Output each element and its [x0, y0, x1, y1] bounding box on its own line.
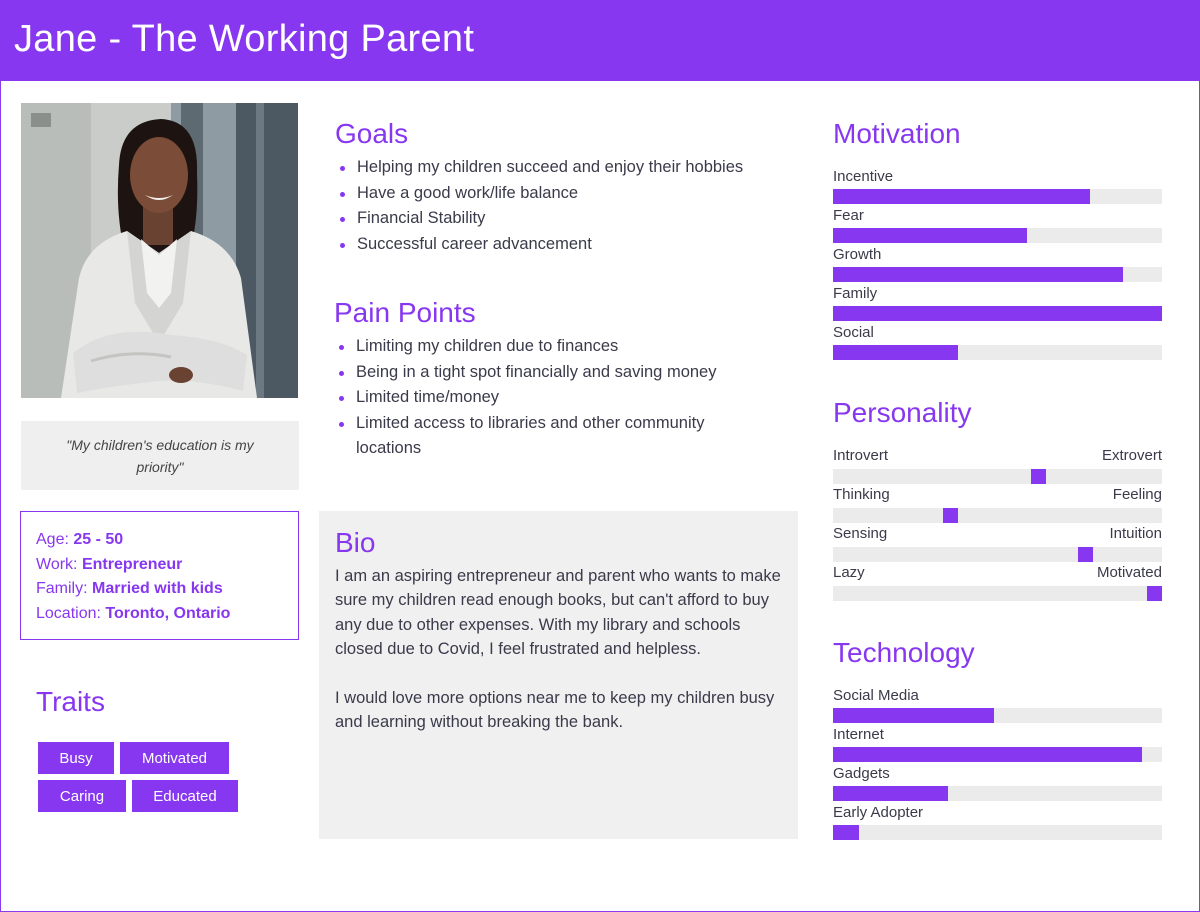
header-bar: [0, 0, 1200, 81]
personality-scale: [833, 547, 1162, 562]
technology-bar: [833, 825, 1162, 840]
list-item: Limited time/money: [335, 385, 755, 411]
family-label: Family:: [36, 580, 88, 597]
technology-bar-fill: [833, 708, 994, 723]
pain-points-list: [335, 334, 755, 462]
list-item: Helping my children succeed and enjoy their hobbies: [336, 155, 796, 181]
motivation-label: Family: [833, 285, 878, 302]
personality-right-label: Feeling: [1112, 486, 1162, 503]
technology-bar: [833, 786, 1162, 801]
personality-marker: [1078, 547, 1093, 562]
trait-tag: Motivated: [120, 742, 229, 774]
motivation-heading: Motivation: [833, 118, 961, 149]
goals-list: [336, 155, 796, 257]
personality-left-label: Sensing: [833, 525, 888, 542]
age-row: [36, 528, 283, 553]
trait-tag: Busy: [38, 742, 114, 774]
motivation-bar-fill: [833, 267, 1123, 282]
motivation-label: Social: [833, 324, 874, 341]
motivation-bar: [833, 189, 1162, 204]
technology-label: Gadgets: [833, 765, 890, 782]
persona-photo: [21, 103, 298, 398]
work-value: Entrepreneur: [81, 555, 183, 573]
family-row: [36, 577, 283, 602]
motivation-bar-fill: [833, 345, 958, 360]
list-item: Limiting my children due to finances: [335, 334, 755, 360]
technology-bar: [833, 747, 1162, 762]
technology-label: Social Media: [833, 687, 919, 704]
personality-scale: [833, 469, 1162, 484]
technology-bar-fill: [833, 825, 859, 840]
motivation-bar-fill: [833, 306, 1162, 321]
motivation-label: Fear: [833, 207, 864, 224]
technology-label: Early Adopter: [833, 804, 924, 821]
motivation-label: Growth: [833, 246, 882, 263]
page-title: Jane - The Working Parent: [14, 18, 475, 60]
persona-quote: "My children's education is my priority": [21, 421, 299, 490]
motivation-bar: [833, 228, 1162, 243]
motivation-label: Incentive: [833, 168, 894, 185]
age-value: 25 - 50: [73, 531, 124, 548]
personality-marker: [943, 508, 958, 523]
pain-points-heading: Pain Points: [334, 297, 476, 328]
bio-paragraph: I am an aspiring entrepreneur and parent who wants to make sure my children read enough books, but can't afford to buy any due to other expenses. With my library and schools closed due to Covid, I feel frustrated and helpless.: [335, 567, 781, 659]
personality-left-label: Lazy: [833, 564, 865, 581]
bio-text: [335, 564, 785, 735]
personality-left-label: Thinking: [833, 486, 890, 503]
personality-marker: [1031, 469, 1046, 484]
location-label: Location:: [36, 604, 101, 622]
bio-heading: Bio: [335, 527, 376, 558]
motivation-bar: [833, 267, 1162, 282]
work-row: [36, 553, 283, 578]
work-label: Work:: [36, 555, 78, 573]
motivation-bar-fill: [833, 189, 1090, 204]
motivation-bar: [833, 345, 1162, 360]
list-item: Being in a tight spot financially and saving money: [335, 360, 755, 386]
motivation-bar: [833, 306, 1162, 321]
list-item: Successful career advancement: [336, 232, 796, 258]
list-item: Financial Stability: [336, 206, 796, 232]
personality-right-label: Motivated: [1096, 564, 1162, 581]
technology-label: Internet: [833, 726, 884, 743]
personality-heading: Personality: [833, 397, 972, 428]
traits-heading: Traits: [36, 686, 105, 717]
technology-heading: Technology: [833, 637, 975, 668]
list-item: Have a good work/life balance: [336, 181, 796, 207]
trait-tag: Caring: [38, 780, 126, 812]
technology-bar-fill: [833, 747, 1142, 762]
bio-paragraph: I would love more options near me to keep my children busy and learning without breaking the bank.: [335, 689, 775, 732]
personality-scale: [833, 508, 1162, 523]
demographics-card: [20, 511, 299, 640]
motivation-bar-fill: [833, 228, 1027, 243]
trait-tag: Educated: [132, 780, 238, 812]
location-value: Toronto, Ontario: [105, 604, 231, 622]
list-item: Limited access to libraries and other community locations: [335, 411, 755, 462]
technology-bar: [833, 708, 1162, 723]
goals-heading: Goals: [335, 118, 409, 149]
personality-left-label: Introvert: [833, 447, 889, 464]
personality-scale: [833, 586, 1162, 601]
family-value: Married with kids: [92, 580, 223, 597]
location-row: [36, 602, 283, 627]
personality-marker: [1147, 586, 1162, 601]
technology-bar-fill: [833, 786, 948, 801]
personality-right-label: Intuition: [1109, 525, 1162, 542]
age-label: Age:: [36, 531, 69, 548]
persona-portrait-image: [21, 103, 298, 398]
personality-right-label: Extrovert: [1101, 447, 1162, 464]
